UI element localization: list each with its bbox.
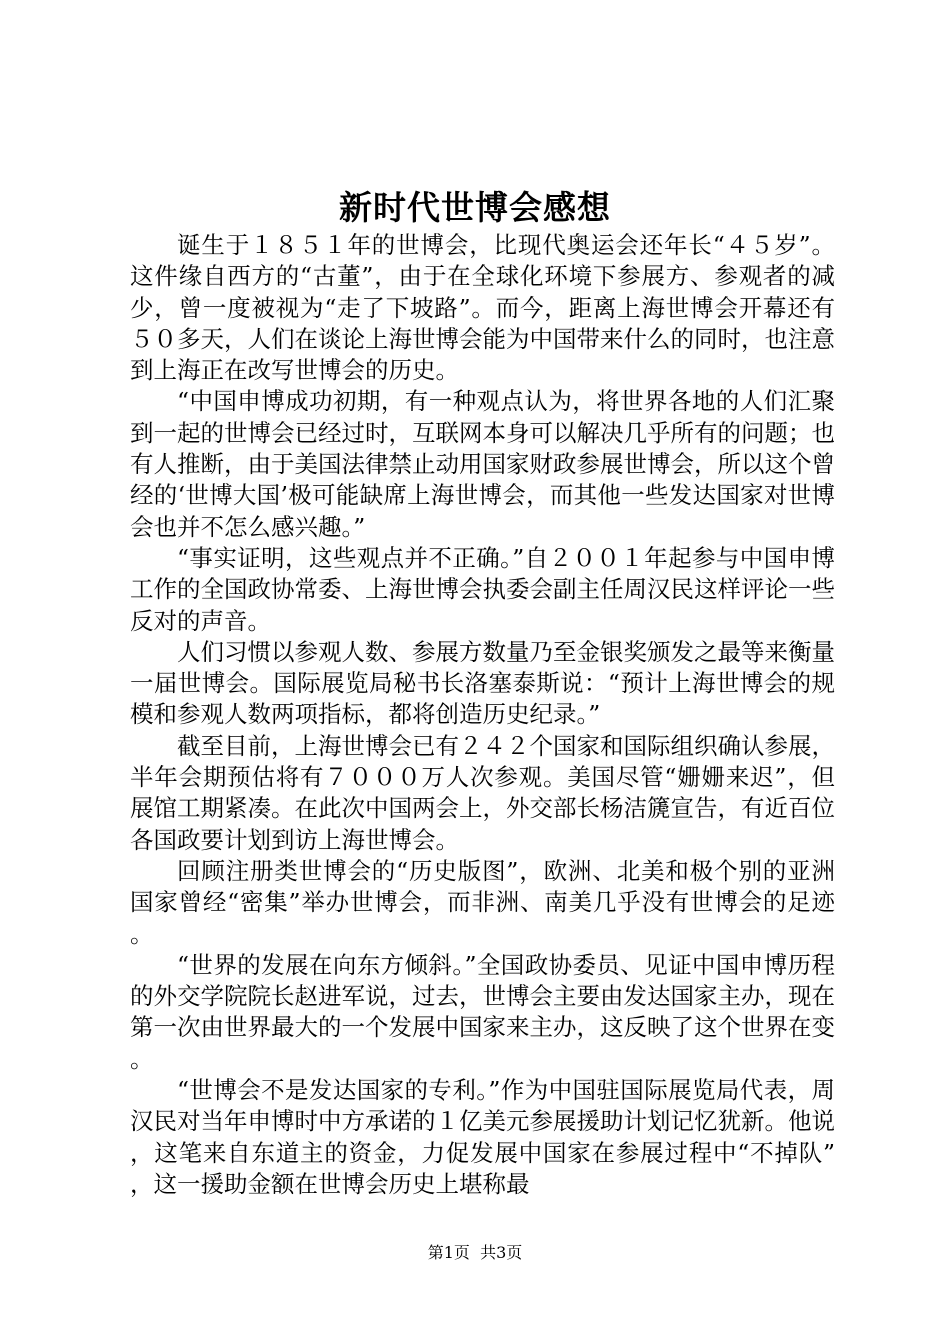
paragraph: 人们习惯以参观人数、参展方数量乃至金银奖颁发之最等来衡量一届世博会。国际展览局秘书长洛塞泰斯说：“预计上海世博会的规模和参观人数两项指标，都将创造历史纪录。”: [130, 637, 835, 729]
page-total: 共3页: [480, 1243, 523, 1262]
paragraph: “事实证明，这些观点并不正确。”自２００１年起参与中国申博工作的全国政协常委、上海世博会执委会副主任周汉民这样评论一些反对的声音。: [130, 543, 835, 635]
page-footer: [0, 1241, 950, 1265]
paragraph: 回顾注册类世博会的“历史版图”，欧洲、北美和极个别的亚洲国家曾经“密集”举办世博会，而非洲、南美几乎没有世博会的足迹。: [130, 856, 835, 948]
paragraph: “世界的发展在向东方倾斜。”全国政协委员、见证中国申博历程的外交学院院长赵进军说，过去，世博会主要由发达国家主办，现在第一次由世界最大的一个发展中国家来主办，这反映了这个世界在变。: [130, 950, 835, 1073]
document-title: 新时代世博会感想: [339, 188, 611, 227]
document-body: [130, 230, 835, 1200]
paragraph: “中国申博成功初期，有一种观点认为，将世界各地的人们汇聚到一起的世博会已经过时，互联网本身可以解决几乎所有的问题；也有人推断，由于美国法律禁止动用国家财政参展世博会，所以这个曾经的‘世博大国’极可能缺席上海世博会，而其他一些发达国家对世博会也并不怎么感兴趣。”: [130, 387, 835, 541]
paragraph: “世博会不是发达国家的专利。”作为中国驻国际展览局代表，周汉民对当年申博时中方承诺的１亿美元参展援助计划记忆犹新。他说，这笔来自东道主的资金，力促发展中国家在参展过程中“不掉队”，这一援助金额在世博会历史上堪称最: [130, 1076, 835, 1198]
footer-spacer: [470, 1243, 480, 1262]
paragraph: 截至目前，上海世博会已有２４２个国家和国际组织确认参展，半年会期预估将有７０００万人次参观。美国尽管“姗姗来迟”，但展馆工期紧凑。在此次中国两会上，外交部长杨洁篪宣告，有近百位各国政要计划到访上海世博会。: [130, 731, 835, 854]
page-number: 第1页: [427, 1243, 470, 1262]
paragraph: 诞生于１８５１年的世博会，比现代奥运会还年长“４５岁”。这件缘自西方的“古董”，由于在全球化环境下参展方、参观者的减少，曾一度被视为“走了下坡路”。而今，距离上海世博会开幕还有５０多天，人们在谈论上海世博会能为中国带来什么的同时，也注意到上海正在改写世博会的历史。: [130, 231, 835, 385]
